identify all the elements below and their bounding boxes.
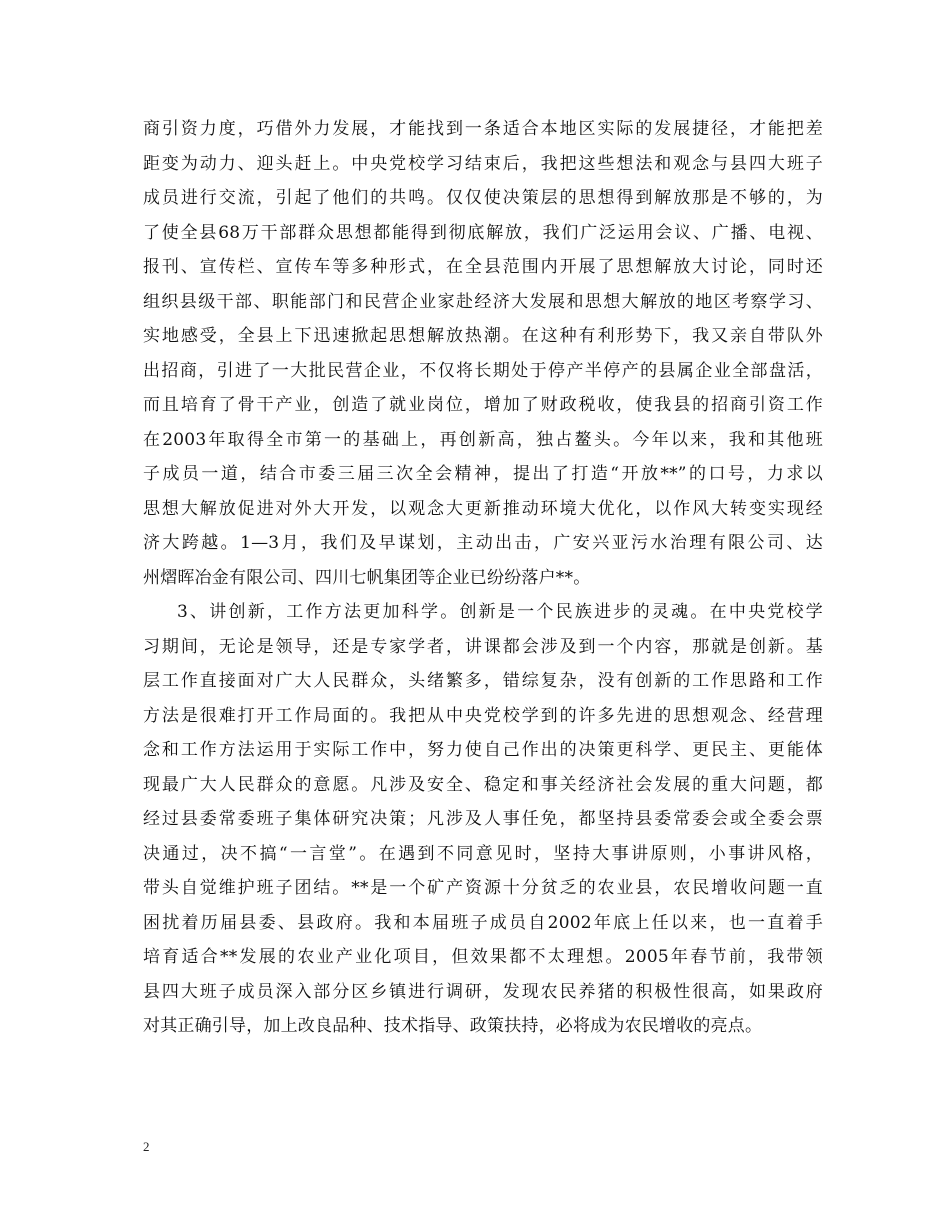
text-line: 决通过，决不搞“一言堂”。在遇到不同意见时，坚持大事讲原则，小事讲风格，	[143, 843, 823, 864]
text-line: 实地感受，全县上下迅速掀起思想解放热潮。在这种有利形势下，我又亲自带队外	[143, 326, 823, 346]
text-line: 而且培育了骨干产业，创造了就业岗位，增加了财政税收，使我县的招商引资工作	[143, 395, 823, 415]
text-line: 现最广大人民群众的意愿。凡涉及安全、稳定和事关经济社会发展的重大问题，都	[143, 774, 823, 795]
text-line: 思想大解放促进对外大开发，以观念大更新推动环境大优化，以作风大转变实现经	[143, 498, 823, 519]
page-number: 2	[143, 1139, 150, 1154]
text-line: 出招商，引进了一大批民营企业，不仅将长期处于停产半停产的县属企业全部盘活，	[143, 360, 823, 381]
paragraph-1	[143, 112, 823, 595]
text-line: 组织县级干部、职能部门和民营企业家赴经济大发展和思想大解放的地区考察学习、	[143, 291, 823, 312]
text-line: 培育适合**发展的农业产业化项目，但效果都不太理想。2005年春节前，我带领	[143, 947, 823, 967]
text-line: 子成员一道，结合市委三届三次全会精神，提出了打造“开放**”的口号，力求以	[143, 464, 823, 484]
text-line: 3、讲创新，工作方法更加科学。创新是一个民族进步的灵魂。在中央党校学	[177, 602, 823, 622]
text-line: 济大跨越。1—3月，我们及早谋划，主动出击，广安兴亚污水治理有限公司、达	[143, 533, 823, 553]
text-line: 县四大班子成员深入部分区乡镇进行调研，发现农民养猪的积极性很高，如果政府	[143, 981, 823, 1002]
text-line: 商引资力度，巧借外力发展，才能找到一条适合本地区实际的发展捷径，才能把差	[143, 119, 823, 139]
text-line: 州熠晖冶金有限公司、四川七帆集团等企业已纷纷落户**。	[143, 567, 591, 588]
text-line: 带头自觉维护班子团结。**是一个矿产资源十分贫乏的农业县，农民增收问题一直	[143, 878, 823, 898]
text-line: 对其正确引导，加上改良品种、技术指导、政策扶持，必将成为农民增收的亮点。	[143, 1016, 763, 1036]
text-line: 方法是很难打开工作局面的。我把从中央党校学到的许多先进的思想观念、经营理	[143, 705, 823, 726]
body-text	[143, 112, 823, 1044]
text-line: 困扰着历届县委、县政府。我和本届班子成员自2002年底上任以来，也一直着手	[143, 912, 823, 933]
text-line: 在2003年取得全市第一的基础上，再创新高，独占鳌头。今年以来，我和其他班	[143, 429, 823, 450]
text-line: 层工作直接面对广大人民群众，头绪繁多，错综复杂，没有创新的工作思路和工作	[143, 671, 823, 691]
text-line: 报刊、宣传栏、宣传车等多种形式，在全县范围内开展了思想解放大讨论，同时还	[143, 257, 823, 277]
text-line: 距变为动力、迎头赶上。中央党校学习结束后，我把这些想法和观念与县四大班子	[143, 153, 823, 174]
text-line: 习期间，无论是领导，还是专家学者，讲课都会涉及到一个内容，那就是创新。基	[143, 636, 823, 657]
text-line: 了使全县68万干部群众思想都能得到彻底解放，我们广泛运用会议、广播、电视、	[143, 222, 823, 243]
text-line: 念和工作方法运用于实际工作中，努力使自己作出的决策更科学、更民主、更能体	[143, 740, 823, 760]
text-line: 成员进行交流，引起了他们的共鸣。仅仅使决策层的思想得到解放那是不够的，为	[143, 188, 823, 208]
paragraph-2	[143, 595, 823, 1044]
text-line: 经过县委常委班子集体研究决策；凡涉及人事任免，都坚持县委常委会或全委会票	[143, 809, 823, 829]
